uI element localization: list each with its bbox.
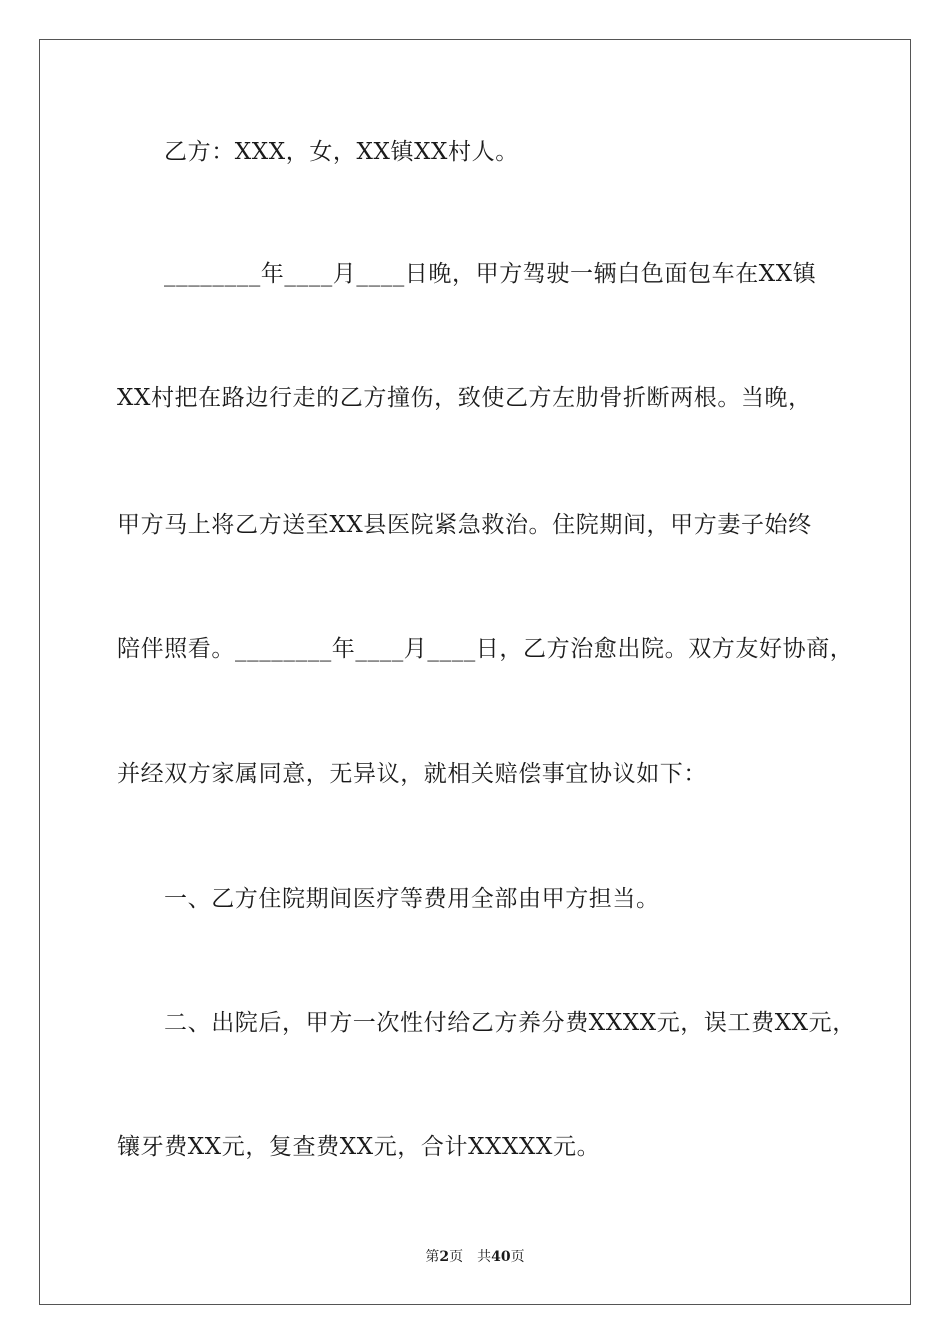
footer-total-pages: 40	[491, 1249, 511, 1265]
paragraph-line-incident-date: ________年____月____日晚，甲方驾驶一辆白色面包车在XX镇	[164, 261, 817, 287]
footer-total-prefix: 共	[477, 1249, 492, 1265]
clause-two-continued: 镶牙费XX元，复查费XX元，合计XXXXX元。	[117, 1134, 601, 1160]
footer-total-suffix: 页	[510, 1249, 525, 1265]
paragraph-line-discharge: 陪伴照看。________年____月____日，乙方治愈出院。双方友好协商，	[117, 636, 854, 662]
footer-page-number: 2	[439, 1249, 450, 1265]
footer-page-suffix: 页	[449, 1249, 464, 1265]
clause-two: 二、出院后，甲方一次性付给乙方养分费XXXX元，误工费XX元，	[164, 1010, 856, 1036]
paragraph-line-agreement-intro: 并经双方家属同意，无异议，就相关赔偿事宜协议如下：	[117, 761, 707, 787]
paragraph-line-party-b: 乙方：XXX，女，XX镇XX村人。	[164, 139, 519, 165]
page-border	[39, 39, 911, 1305]
page-footer	[0, 1246, 950, 1266]
paragraph-line-injury: XX村把在路边行走的乙方撞伤，致使乙方左肋骨折断两根。当晚，	[117, 385, 812, 411]
footer-page-prefix: 第	[425, 1249, 440, 1265]
paragraph-line-hospital: 甲方马上将乙方送至XX县医院紧急救治。住院期间，甲方妻子始终	[117, 512, 812, 538]
clause-one: 一、乙方住院期间医疗等费用全部由甲方担当。	[164, 886, 660, 912]
